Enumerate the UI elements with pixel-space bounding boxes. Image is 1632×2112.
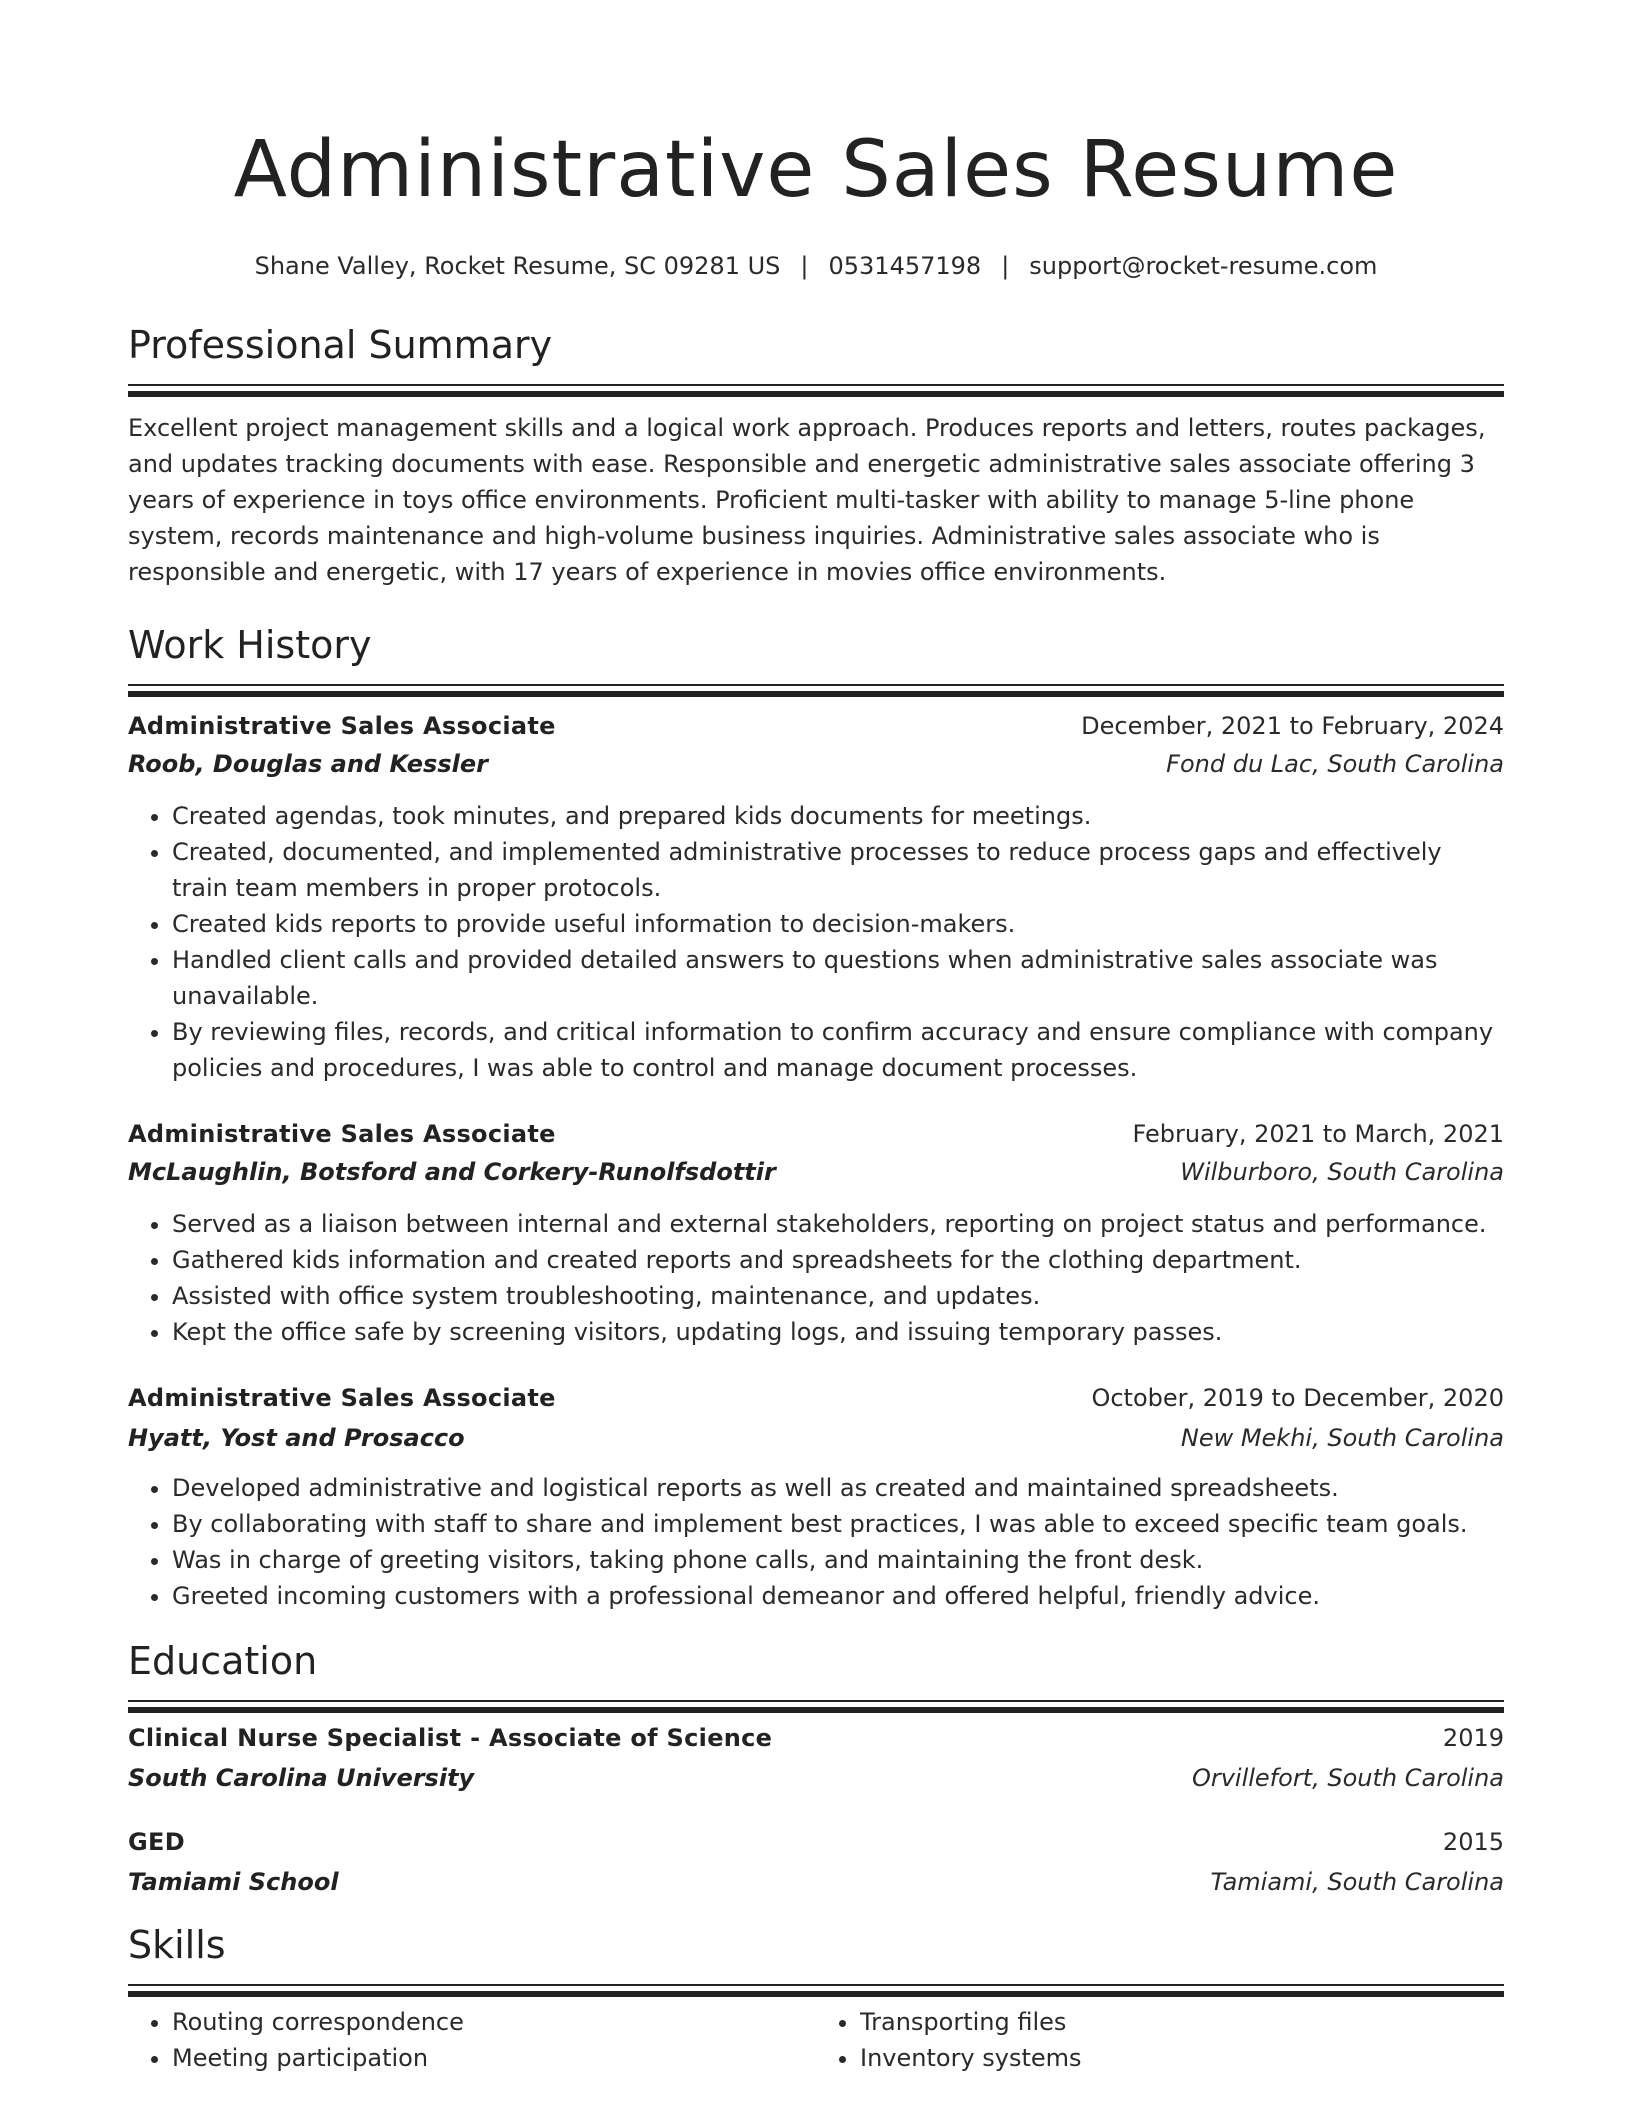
education-school: Tamiami School — [128, 1868, 339, 1896]
list-item: • Handled client calls and provided detailed answers to questions when administrative sales associate was unavailable. — [172, 942, 1504, 1014]
job-company: McLaughlin, Botsford and Corkery-Runolfsdottir — [128, 1158, 776, 1186]
skills-list-right — [816, 2004, 1504, 2076]
list-item: • Greeted incoming customers with a professional demeanor and offered helpful, friendly advice. — [172, 1578, 1504, 1614]
list-item: • Meeting participation — [172, 2040, 816, 2076]
summary-text: Excellent project management skills and a logical work approach. Produces reports and letters, routes packages, and updates tracking documents with ease. Responsible and energetic administrative sales associate offering 3 years of experience in toys office environments. Proficient multi-tasker with ability to manage 5-line phone system, records maintenance and high-volume business inquiries. Administrative sales associate who is responsible and energetic, with 17 years of experience in movies office environments. — [128, 414, 1486, 586]
work-section — [128, 620, 1504, 1614]
education-degree: Clinical Nurse Specialist - Associate of Science — [128, 1724, 773, 1752]
education-header-row — [128, 1720, 1504, 1756]
list-item: • Developed administrative and logistical reports as well as created and maintained spreadsheets. — [172, 1470, 1504, 1506]
list-item: • Created agendas, took minutes, and prepared kids documents for meetings. — [172, 798, 1504, 834]
list-item: • Gathered kids information and created reports and spreadsheets for the clothing department. — [172, 1242, 1504, 1278]
list-item: • Kept the office safe by screening visitors, updating logs, and issuing temporary passes. — [172, 1314, 1504, 1350]
contact-phone: 0531457198 — [828, 252, 982, 280]
section-divider — [128, 684, 1504, 686]
section-heading-skills: Skills — [128, 1923, 226, 1967]
job-bullets — [128, 798, 1504, 1086]
list-item: • Was in charge of greeting visitors, taking phone calls, and maintaining the front desk. — [172, 1542, 1504, 1578]
job-entry — [128, 708, 1504, 1086]
summary-section — [128, 320, 1504, 590]
skills-list-left — [128, 2004, 816, 2076]
job-header-row — [128, 1116, 1504, 1152]
job-title: Administrative Sales Associate — [128, 712, 556, 740]
job-dates: February, 2021 to March, 2021 — [1132, 1120, 1504, 1148]
contact-email: support@rocket-resume.com — [1029, 252, 1378, 280]
list-item: • Assisted with office system troubleshooting, maintenance, and updates. — [172, 1278, 1504, 1314]
job-bullets — [128, 1206, 1504, 1350]
job-dates: October, 2019 to December, 2020 — [1091, 1384, 1504, 1412]
list-item: • Inventory systems — [860, 2040, 1504, 2076]
list-item: • Created kids reports to provide useful information to decision-makers. — [172, 906, 1504, 942]
resume-title: Administrative Sales Resume — [233, 125, 1399, 215]
job-company-row — [128, 1154, 1504, 1190]
job-title: Administrative Sales Associate — [128, 1120, 556, 1148]
education-school-row — [128, 1864, 1504, 1900]
job-company: Roob, Douglas and Kessler — [128, 750, 488, 778]
skills-section — [128, 1920, 1504, 2076]
education-year: 2019 — [1442, 1724, 1504, 1752]
education-location: Orvillefort, South Carolina — [1191, 1764, 1504, 1792]
section-divider — [128, 1984, 1504, 1986]
list-item: • Served as a liaison between internal and external stakeholders, reporting on project status and performance. — [172, 1206, 1504, 1242]
list-item: • Transporting files — [860, 2004, 1504, 2040]
education-school-row — [128, 1760, 1504, 1796]
list-item: • By collaborating with staff to share and implement best practices, I was able to exceed specific team goals. — [172, 1506, 1504, 1542]
job-entry — [128, 1380, 1504, 1614]
job-entry — [128, 1116, 1504, 1350]
job-bullets — [128, 1470, 1504, 1614]
job-header-row — [128, 1380, 1504, 1416]
contact-separator: | — [1001, 252, 1010, 280]
section-divider — [128, 384, 1504, 386]
education-entry — [128, 1824, 1504, 1900]
job-header-row — [128, 708, 1504, 744]
education-degree: GED — [128, 1828, 185, 1856]
education-school: South Carolina University — [128, 1764, 475, 1792]
section-divider — [128, 1700, 1504, 1702]
section-heading-work: Work History — [128, 623, 372, 667]
job-location: Wilburboro, South Carolina — [1180, 1158, 1504, 1186]
education-year: 2015 — [1442, 1828, 1504, 1856]
education-section — [128, 1636, 1504, 1900]
contact-separator: | — [800, 252, 809, 280]
education-location: Tamiami, South Carolina — [1210, 1868, 1504, 1896]
job-company: Hyatt, Yost and Prosacco — [128, 1424, 465, 1452]
list-item: • Routing correspondence — [172, 2004, 816, 2040]
section-heading-education: Education — [128, 1639, 318, 1683]
job-company-row — [128, 746, 1504, 782]
job-location: New Mekhi, South Carolina — [1180, 1424, 1504, 1452]
job-title: Administrative Sales Associate — [128, 1384, 556, 1412]
section-heading-summary: Professional Summary — [128, 323, 553, 367]
education-entry — [128, 1720, 1504, 1796]
list-item: • By reviewing files, records, and critical information to confirm accuracy and ensure compliance with company policies and procedures, I was able to control and manage document processes. — [172, 1014, 1504, 1086]
contact-line — [128, 250, 1504, 282]
skills-grid — [128, 2004, 1504, 2076]
job-company-row — [128, 1420, 1504, 1456]
list-item: • Created, documented, and implemented administrative processes to reduce process gaps and effectively train team members in proper protocols. — [172, 834, 1504, 906]
job-location: Fond du Lac, South Carolina — [1166, 750, 1504, 778]
education-header-row — [128, 1824, 1504, 1860]
job-dates: December, 2021 to February, 2024 — [1081, 712, 1504, 740]
contact-address: Shane Valley, Rocket Resume, SC 09281 US — [254, 252, 781, 280]
